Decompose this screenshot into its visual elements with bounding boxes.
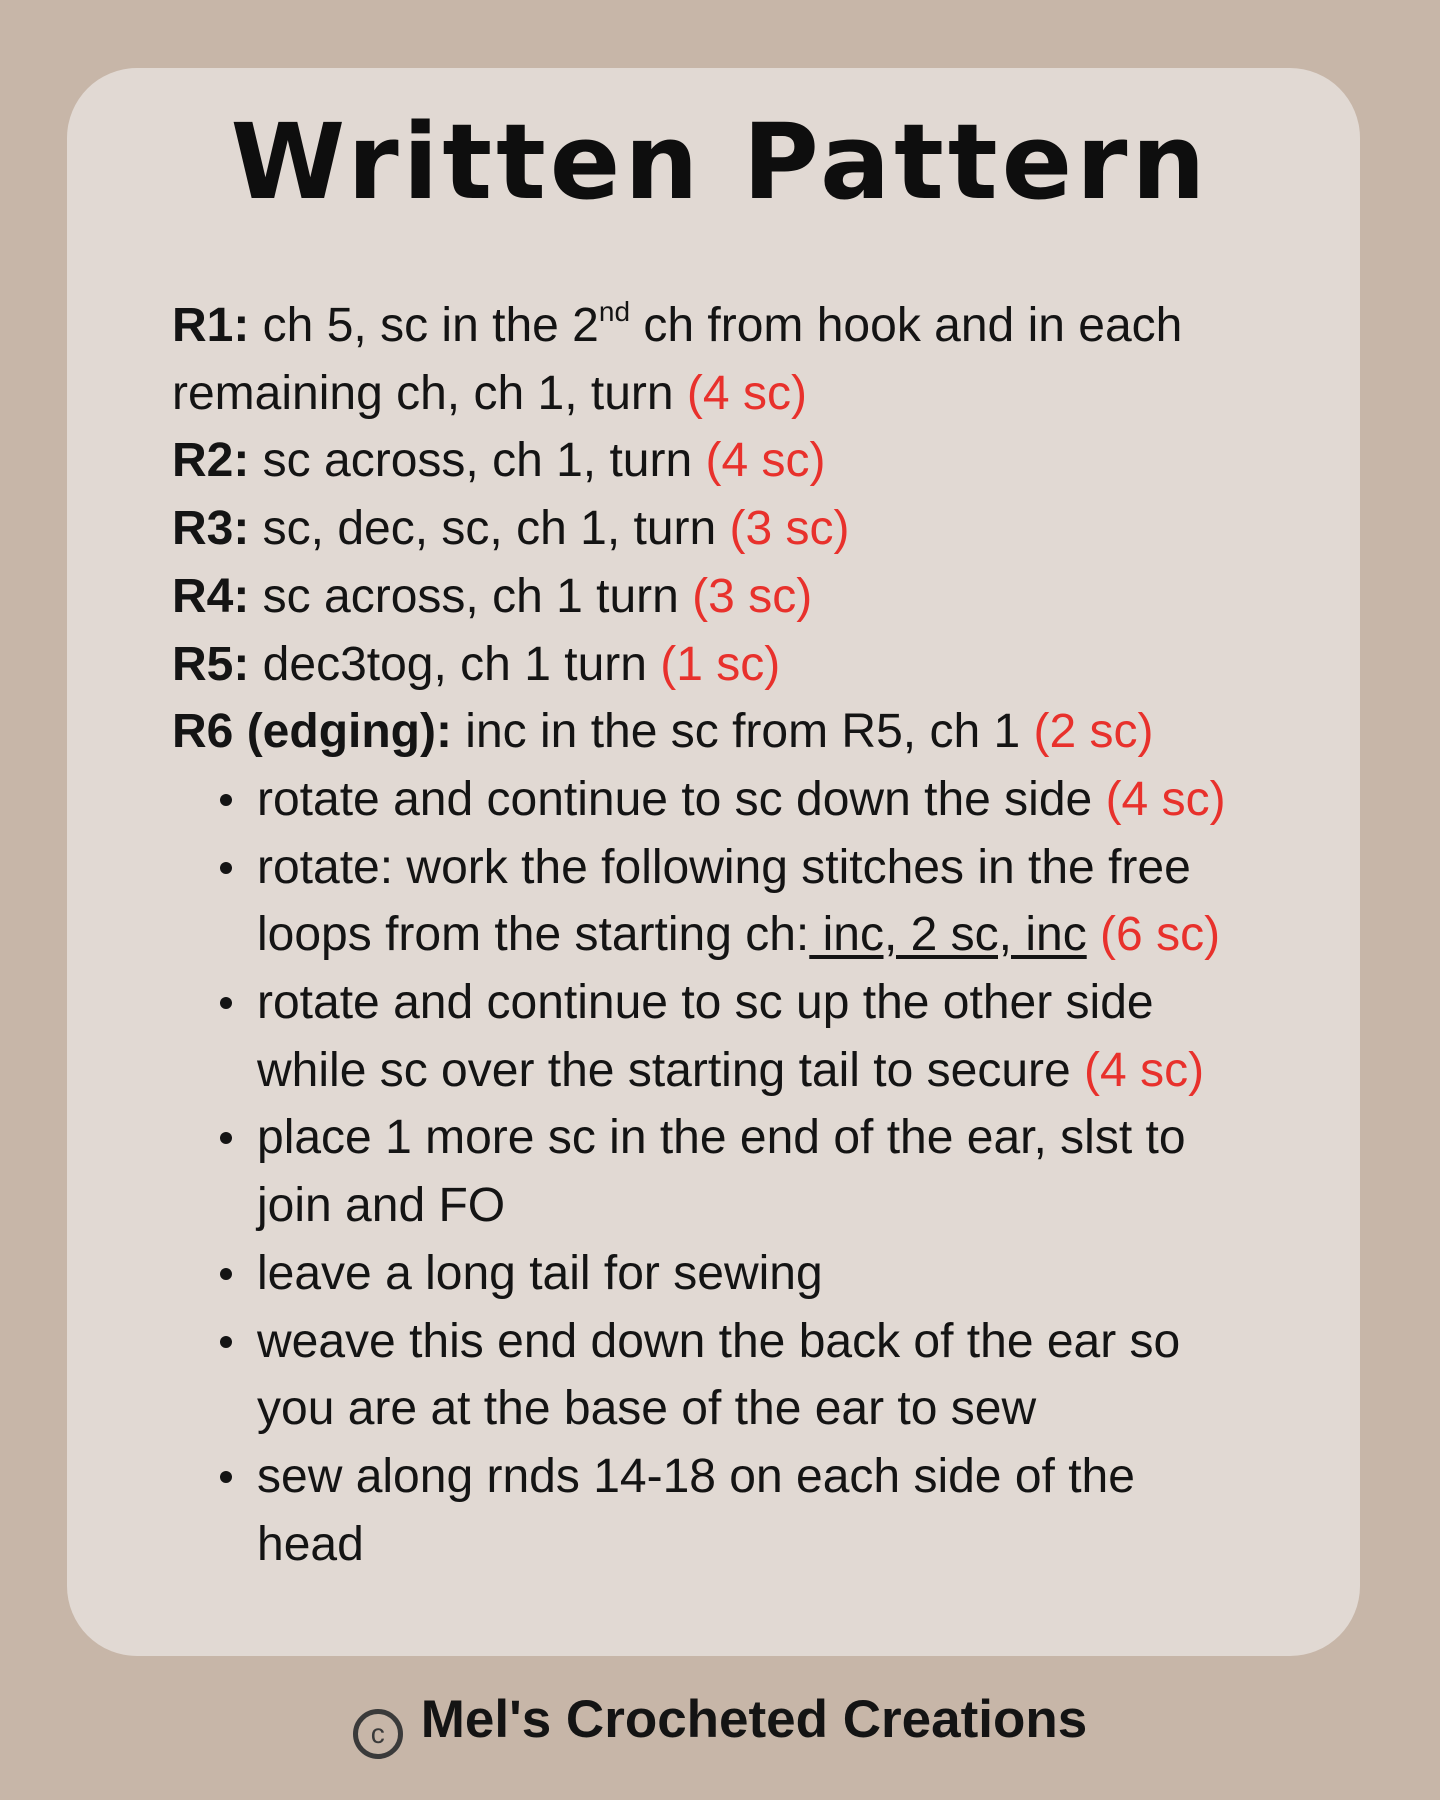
edging-steps-list <box>172 766 1302 1578</box>
stitch-count: (3 sc) <box>692 569 813 623</box>
step-text: sew along rnds 14-18 on each side of the <box>257 1449 1135 1503</box>
pattern-content <box>172 292 1302 1578</box>
bullet-icon <box>220 862 232 874</box>
row-label: R4: <box>172 569 250 623</box>
row-label: R6 (edging): <box>172 705 452 759</box>
row-text: sc, dec, sc, ch 1, turn <box>249 502 730 556</box>
row-r1 <box>172 292 1302 360</box>
bullet-icon <box>220 997 232 1009</box>
stitch-count: (4 sc) <box>1084 1043 1205 1097</box>
copyright-icon: c <box>353 1709 403 1759</box>
step-text: join and FO <box>257 1179 506 1233</box>
page-title: Written Pattern <box>230 101 1210 223</box>
row-r2 <box>172 427 1302 495</box>
step-text: rotate and continue to sc down the side <box>257 772 1106 826</box>
list-item <box>172 834 1302 969</box>
stitch-count: (4 sc) <box>705 434 826 488</box>
row-text: ch 5, sc in the 2 <box>249 299 599 352</box>
row-text: ch from hook and in each <box>630 299 1183 352</box>
ordinal-suffix: nd <box>598 296 631 327</box>
row-text: inc in the sc from R5, ch 1 <box>451 705 1034 759</box>
step-text: place 1 more sc in the end of the ear, slst to <box>257 1111 1186 1165</box>
list-item <box>172 969 1302 1104</box>
bullet-icon <box>220 1268 232 1280</box>
step-text: head <box>257 1517 364 1571</box>
stitch-count: (4 sc) <box>686 366 807 420</box>
row-label: R3: <box>172 502 250 556</box>
stitch-count: (6 sc) <box>1100 908 1221 962</box>
footer-text: Mel's Crocheted Creations <box>420 1690 1088 1749</box>
list-item <box>172 766 1302 834</box>
bullet-icon <box>220 1471 232 1483</box>
row-r6 <box>172 698 1302 766</box>
row-text: remaining ch, ch 1, turn <box>172 366 687 420</box>
underlined-stitches: inc, 2 sc, inc <box>809 908 1087 962</box>
list-item <box>172 1443 1302 1578</box>
step-text: rotate and continue to sc up the other side <box>257 976 1154 1030</box>
stitch-count: (2 sc) <box>1033 705 1154 759</box>
step-text: you are at the base of the ear to sew <box>257 1382 1037 1436</box>
step-text: loops from the starting ch: <box>257 908 810 962</box>
row-text: sc across, ch 1, turn <box>249 434 706 488</box>
step-text: while sc over the starting tail to secure <box>257 1043 1085 1097</box>
bullet-icon <box>220 1336 232 1348</box>
stitch-count: (4 sc) <box>1105 772 1226 826</box>
step-text: rotate: work the following stitches in the free <box>257 840 1191 894</box>
row-r1-continued <box>172 360 1302 428</box>
stitch-count: (1 sc) <box>660 637 781 691</box>
list-item <box>172 1104 1302 1239</box>
row-label: R2: <box>172 434 250 488</box>
stitch-count: (3 sc) <box>729 502 850 556</box>
row-text: dec3tog, ch 1 turn <box>249 637 661 691</box>
row-r4 <box>172 563 1302 631</box>
row-r3 <box>172 495 1302 563</box>
copyright-footer <box>0 1688 1440 1759</box>
step-text: leave a long tail for sewing <box>257 1246 823 1300</box>
list-item <box>172 1240 1302 1308</box>
step-text: weave this end down the back of the ear so <box>257 1314 1181 1368</box>
list-item <box>172 1308 1302 1443</box>
bullet-icon <box>220 1132 232 1144</box>
bullet-icon <box>220 794 232 806</box>
row-r5 <box>172 631 1302 699</box>
row-text: sc across, ch 1 turn <box>249 569 693 623</box>
row-label: R5: <box>172 637 250 691</box>
row-label: R1: <box>172 299 250 352</box>
